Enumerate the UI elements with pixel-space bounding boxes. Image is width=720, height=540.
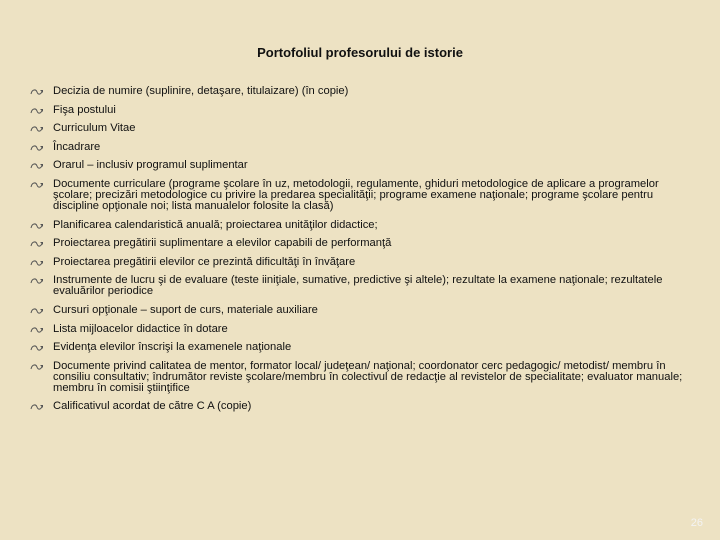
list-item-text: Calificativul acordat de către C A (copie) [53,400,252,413]
slide-title: Portofoliul profesorului de istorie [257,45,463,60]
list-item [30,238,698,249]
list-item-text: Încadrare [53,140,101,153]
list-item-text: Orarul – inclusiv programul suplimentar [53,159,248,172]
list-item-text: Documente privind calitatea de mentor, formator local/ judeţean/ naţional; coordonator cerc pedagogic/ metodist/ membru în consiliu consultativ; îndrumător reviste şcolare/membru în colectivul de redacţie al revistelor de specialitate; evaluator manuale; membru în comisii ştiinţifice [53,359,683,394]
list-item [30,275,698,297]
list-item [30,361,698,394]
curl-arrow-icon [30,180,44,190]
curl-arrow-icon [30,106,44,116]
list-item-text: Evidenţa elevilor înscrişi la examenele naţionale [53,341,292,354]
page-number: 26 [690,517,703,529]
list-item-text: Documente curriculare (programe şcolare în uz, metodologii, regulamente, ghiduri metodologice de aplicare a programelor şcolare; precizări metodologice cu privire la predarea specialităţii; programe examene naţionale; programe şcolare pentru discipline opţionale noi; lista manualelor folosite la clasă) [53,177,659,212]
list-item-text: Planificarea calendaristică anuală; proiectarea unităţilor didactice; [53,218,378,231]
list-item-text: Instrumente de lucru şi de evaluare (teste iiniţiale, sumative, predictive şi altele); rezultate la examene naţionale; rezultatele evaluărilor periodice [53,274,663,298]
curl-arrow-icon [30,325,44,335]
list-item-text: Cursuri opţionale – suport de curs, materiale auxiliare [53,303,318,316]
list-item [30,142,698,153]
curl-arrow-icon [30,258,44,268]
curl-arrow-icon [30,276,44,286]
list-item [30,160,698,171]
list-item [30,86,698,97]
list-item [30,220,698,231]
list-item [30,257,698,268]
list-item [30,179,698,212]
list-item-text: Decizia de numire (suplinire, detaşare, titulaizare) (în copie) [53,85,349,97]
list-item [30,123,698,134]
list-item-text: Fişa postului [53,103,116,116]
list-item [30,401,698,412]
list-item-text: Lista mijloacelor didactice în dotare [53,322,228,335]
curl-arrow-icon [30,143,44,153]
curl-arrow-icon [30,221,44,231]
list-item-text: Proiectarea pregătirii elevilor ce prezintă dificultăţi în învăţare [53,255,356,268]
curl-arrow-icon [30,124,44,134]
list-item [30,324,698,335]
curl-arrow-icon [30,239,44,249]
curl-arrow-icon [30,87,44,97]
list-item [30,105,698,116]
curl-arrow-icon [30,343,44,353]
list-item [30,342,698,353]
curl-arrow-icon [30,402,44,412]
list-item-text: Proiectarea pregătirii suplimentare a elevilor capabili de performanţă [53,237,392,250]
item-list [30,86,698,420]
curl-arrow-icon [30,362,44,372]
list-item-text: Curriculum Vitae [53,122,136,135]
curl-arrow-icon [30,306,44,316]
list-item [30,305,698,316]
curl-arrow-icon [30,161,44,171]
